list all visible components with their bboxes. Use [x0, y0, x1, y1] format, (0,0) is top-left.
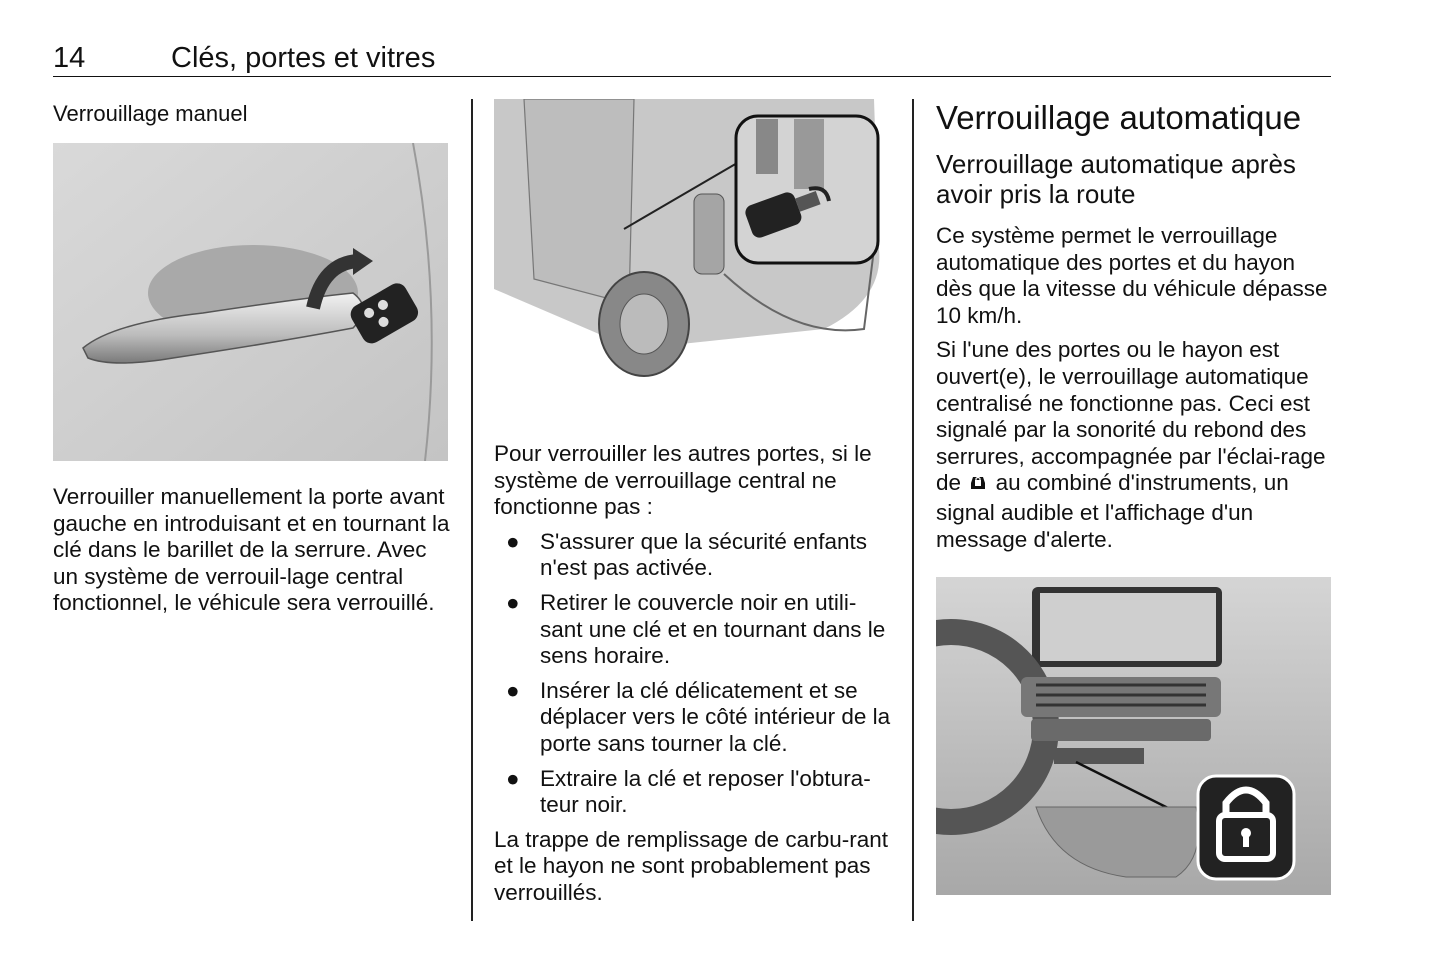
column-divider — [471, 99, 473, 921]
bullet-icon: ● — [506, 765, 520, 791]
van-rear-lock-illustration — [494, 99, 884, 381]
manual-locking-paragraph: Verrouiller manuellement la porte avant gauche en introduisant et en tournant la clé dans le barillet de la serrure. Avec un système de verrouil-lage central fonctionnel, le véhicule sera verrouillé. — [53, 484, 450, 616]
column-automatic-locking — [936, 99, 1336, 553]
automatic-locking-paragraph-2: Si l'une des portes ou le hayon est ouvert(e), le verrouillage automatique centralisé ne fonctionne pas. Ceci est signalé par la sonorité du rebond des serrures, accompagnée par l'éclai-rage de au combiné d'instruments, un signal audible et l'affichage d'un message d'alerte. — [936, 337, 1326, 552]
list-item: ● Insérer la clé délicatement et se déplacer vers le côté intérieur de la porte sans tourner la clé. — [506, 677, 891, 756]
bullet-icon: ● — [506, 677, 520, 703]
car-lock-warning-icon — [967, 471, 989, 500]
dashboard-lock-button-illustration — [936, 577, 1331, 895]
section-title: Clés, portes et vitres — [171, 42, 436, 74]
page-header — [53, 40, 1331, 77]
page-number: 14 — [53, 42, 86, 74]
list-item: ● Retirer le couvercle noir en utili-sant une clé et en tournant dans le sens horaire. — [506, 589, 886, 669]
column-manual-locking — [53, 99, 453, 127]
list-item: ● Extraire la clé et reposer l'obtura-teur noir. — [506, 765, 871, 818]
column-divider — [912, 99, 914, 921]
bullet-icon: ● — [506, 528, 520, 554]
bullet-icon: ● — [506, 589, 520, 615]
column-other-doors — [494, 441, 894, 907]
list-item: ● S'assurer que la sécurité enfants n'est pas activée. — [506, 528, 867, 581]
automatic-locking-paragraph-1: Ce système permet le verrouillage automatique des portes et du hayon dès que la vitesse du véhicule dépasse 10 km/h. — [936, 223, 1328, 328]
closing-paragraph: La trappe de remplissage de carbu-rant et le hayon ne sont probablement pas verrouillés. — [494, 826, 888, 905]
subheading-after-driving: Verrouillage automatique après avoir pris la route — [936, 149, 1296, 209]
heading-manual-locking: Verrouillage manuel — [53, 101, 248, 126]
heading-automatic-locking: Verrouillage automatique — [936, 99, 1302, 136]
door-handle-key-illustration — [53, 143, 448, 461]
lock-steps-list — [494, 529, 894, 819]
manual-locking-text — [53, 484, 453, 617]
other-doors-intro: Pour verrouiller les autres portes, si le système de verrouillage central ne fonctionne pas : — [494, 441, 872, 520]
